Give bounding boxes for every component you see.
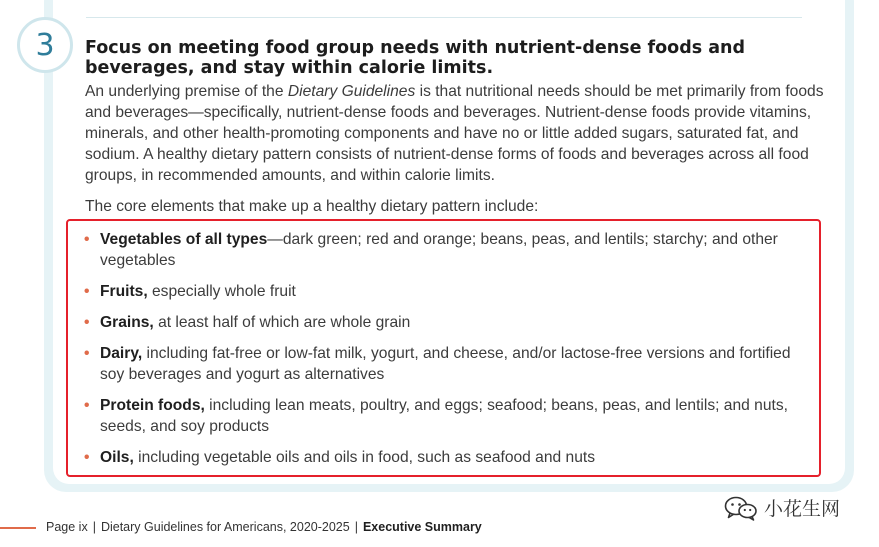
- item-text: including fat-free or low-fat milk, yogurt, and cheese, and/or lactose-free versions and fortified soy beverages and yogurt as alternatives: [100, 345, 791, 383]
- section-number: 3: [35, 27, 55, 63]
- section-heading: Focus on meeting food group needs with nutrient-dense foods and beverages, and stay within calorie limits.: [85, 38, 746, 78]
- intro-paragraph: [85, 81, 830, 186]
- footer-separator: |: [92, 520, 96, 534]
- core-elements-intro: The core elements that make up a healthy dietary pattern include:: [85, 198, 539, 215]
- item-text: especially whole fruit: [147, 283, 296, 300]
- item-text: at least half of which are whole grain: [153, 314, 411, 331]
- item-bold: Dairy,: [100, 345, 143, 362]
- list-item: [84, 447, 814, 468]
- intro-text-italic: Dietary Guidelines: [287, 83, 416, 100]
- page-number: Page ix: [46, 520, 88, 534]
- bullet-icon: •: [84, 314, 90, 331]
- bullet-icon: •: [84, 345, 90, 362]
- divider: [86, 17, 802, 18]
- footer-accent-line: [0, 527, 36, 529]
- item-text: —dark green; red and orange; beans, peas, and lentils; starchy; and other vegetables: [100, 231, 778, 269]
- bullet-icon: •: [84, 231, 90, 248]
- section-number-badge: [17, 17, 73, 73]
- watermark: [724, 494, 840, 521]
- wechat-icon: [724, 495, 758, 521]
- list-item: [84, 395, 814, 437]
- watermark-text: 小花生网: [764, 498, 841, 520]
- item-bold: Grains,: [100, 314, 154, 331]
- item-bold: Fruits,: [100, 283, 148, 300]
- intro-text-end: is that nutritional needs should be met primarily from foods and beverages—specifically, nutrient-dense foods and beverages. Nutrient-dense foods provide vitamins, minerals, and other health-promoting components and have no or little added sugars, saturated fat, and sodium. A healthy dietary pattern consists of nutrient-dense forms of foods and beverages across all food groups, in recommended amounts, and within calorie limits.: [85, 83, 824, 184]
- list-item: [84, 281, 814, 302]
- bullet-icon: •: [84, 283, 90, 300]
- footer-separator: |: [354, 520, 358, 534]
- intro-text-start: An underlying premise of the: [85, 83, 288, 100]
- item-bold: Protein foods,: [100, 397, 205, 414]
- page-footer: [46, 520, 482, 534]
- item-text: including vegetable oils and oils in food, such as seafood and nuts: [133, 449, 596, 466]
- list-item: [84, 229, 814, 271]
- item-bold: Vegetables of all types: [100, 231, 268, 248]
- food-group-list: [84, 229, 814, 478]
- list-item: [84, 312, 814, 333]
- document-section: Executive Summary: [362, 520, 482, 534]
- document-title: Dietary Guidelines for Americans, 2020-2025: [100, 520, 350, 534]
- item-text: including lean meats, poultry, and eggs; seafood; beans, peas, and lentils; and nuts, seeds, and soy products: [100, 397, 788, 435]
- list-item: [84, 343, 814, 385]
- bullet-icon: •: [84, 397, 90, 414]
- item-bold: Oils,: [100, 449, 134, 466]
- bullet-icon: •: [84, 449, 90, 466]
